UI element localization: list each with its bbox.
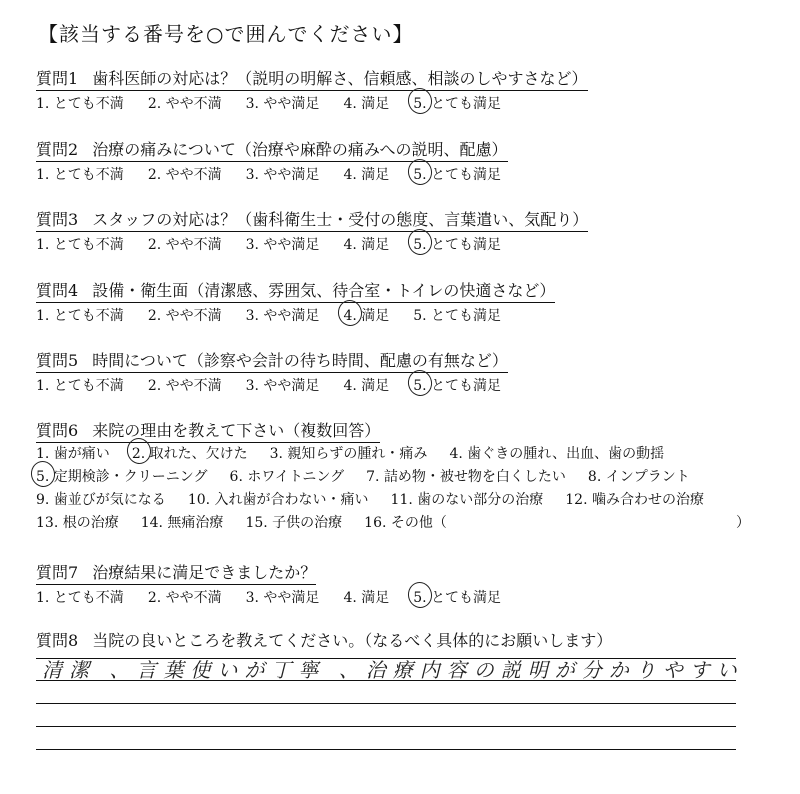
reason-16-other[interactable]: 16. その他（: [364, 515, 447, 531]
option-4-circled[interactable]: 4. 満足: [343, 305, 389, 325]
question-4-title: [36, 278, 555, 303]
question-number: 質問8: [36, 631, 79, 650]
option-5[interactable]: 5. とても満足: [413, 308, 502, 324]
question-1: [36, 66, 776, 113]
reason-12[interactable]: 12. 噛み合わせの治療: [565, 492, 704, 508]
rating-options: [36, 305, 776, 325]
option-5-circled[interactable]: 5. とても満足: [413, 234, 501, 254]
reason-3[interactable]: 3. 親知らずの腫れ・痛み: [269, 446, 428, 462]
rating-options: [36, 375, 776, 395]
reason-options-row-1: [36, 443, 776, 466]
question-7: [36, 560, 776, 607]
option-5-circled[interactable]: 5. とても満足: [413, 93, 501, 113]
option-3[interactable]: 3. やや満足: [245, 237, 320, 253]
reason-13[interactable]: 13. 根の治療: [36, 515, 119, 531]
reason-8[interactable]: 8. インプラント: [587, 469, 690, 485]
question-3: [36, 207, 776, 254]
option-2[interactable]: 2. やや不満: [147, 237, 222, 253]
answer-line: [36, 703, 736, 704]
question-5-title: [36, 348, 508, 373]
question-number: 質問5: [36, 351, 79, 370]
reason-options-row-4: [36, 512, 776, 535]
question-5: [36, 348, 776, 395]
question-8: [36, 628, 776, 652]
reason-11[interactable]: 11. 歯のない部分の治療: [390, 492, 544, 508]
question-number: 質問6: [36, 421, 79, 440]
question-7-title: [36, 560, 316, 585]
question-number: 質問1: [36, 69, 79, 88]
question-number: 質問3: [36, 210, 79, 229]
option-1[interactable]: 1. とても不満: [36, 378, 124, 394]
option-4[interactable]: 4. 満足: [343, 237, 390, 253]
option-4[interactable]: 4. 満足: [343, 378, 390, 394]
question-2-title: [36, 137, 508, 162]
question-6: [36, 418, 776, 535]
reason-14[interactable]: 14. 無痛治療: [140, 515, 224, 531]
question-6-title: [36, 418, 380, 443]
reason-9[interactable]: 9. 歯並びが気になる: [36, 492, 166, 508]
answer-line: [36, 749, 736, 750]
option-1[interactable]: 1. とても不満: [36, 237, 124, 253]
option-2[interactable]: 2. やや不満: [147, 167, 222, 183]
question-text: 治療結果に満足できましたか？: [92, 563, 317, 582]
rating-options: [36, 234, 776, 254]
option-2[interactable]: 2. やや不満: [147, 590, 222, 606]
rating-options: [36, 93, 776, 113]
question-8-title: [36, 628, 612, 652]
question-text: 当院の良いところを教えてください。（なるべく具体的にお願いします）: [92, 631, 613, 650]
question-text: スタッフの対応は？（歯科衛生士・受付の態度、言葉遣い、気配り）: [92, 210, 589, 229]
question-2: [36, 137, 776, 184]
question-number: 質問7: [36, 563, 79, 582]
other-close-paren: ）: [736, 515, 750, 531]
question-text: 設備・衛生面（清潔感、雰囲気、待合室・トイレの快適さなど）: [92, 281, 556, 300]
option-1[interactable]: 1. とても不満: [36, 308, 124, 324]
question-text: 歯科医師の対応は？（説明の明解さ、信頼感、相談のしやすさなど）: [92, 69, 588, 88]
option-3[interactable]: 3. やや満足: [245, 96, 320, 112]
option-1[interactable]: 1. とても不満: [36, 167, 124, 183]
option-1[interactable]: 1. とても不満: [36, 590, 124, 606]
reason-2-circled[interactable]: 2. 取れた、欠けた: [132, 443, 248, 466]
option-2[interactable]: 2. やや不満: [147, 96, 222, 112]
question-text: 治療の痛みについて（治療や麻酔の痛みへの説明、配慮）: [92, 140, 508, 159]
option-4[interactable]: 4. 満足: [343, 167, 390, 183]
option-3[interactable]: 3. やや満足: [245, 167, 320, 183]
option-5-circled[interactable]: 5. とても満足: [413, 375, 501, 395]
option-5-circled[interactable]: 5. とても満足: [413, 587, 501, 607]
rating-options: [36, 587, 776, 607]
question-3-title: [36, 207, 588, 232]
instruction-heading: 【該当する番号を○で囲んでください】: [38, 22, 414, 46]
question-number: 質問2: [36, 140, 79, 159]
reason-10[interactable]: 10. 入れ歯が合わない・痛い: [187, 492, 369, 508]
option-4[interactable]: 4. 満足: [343, 590, 390, 606]
rating-options: [36, 164, 776, 184]
option-2[interactable]: 2. やや不満: [147, 308, 222, 324]
reason-5-circled[interactable]: 5. 定期検診・クリーニング: [36, 466, 208, 489]
reason-15[interactable]: 15. 子供の治療: [245, 515, 343, 531]
question-text: 時間について（診察や会計の待ち時間、配慮の有無など）: [92, 351, 508, 370]
option-3[interactable]: 3. やや満足: [245, 378, 320, 394]
question-number: 質問4: [36, 281, 79, 300]
option-1[interactable]: 1. とても不満: [36, 96, 124, 112]
option-4[interactable]: 4. 満足: [343, 96, 390, 112]
option-2[interactable]: 2. やや不満: [147, 378, 222, 394]
reason-options-row-3: [36, 489, 776, 512]
question-4: [36, 278, 776, 325]
question-text: 来院の理由を教えて下さい（複数回答）: [92, 421, 381, 440]
question-1-title: [36, 66, 588, 91]
reason-6[interactable]: 6. ホワイトニング: [229, 469, 345, 485]
reason-options-row-2: [36, 466, 776, 489]
reason-7[interactable]: 7. 詰め物・被せ物を白くしたい: [366, 469, 566, 485]
reason-1[interactable]: 1. 歯が痛い: [36, 446, 110, 462]
reason-4[interactable]: 4. 歯ぐきの腫れ、出血、歯の動揺: [449, 446, 665, 462]
option-3[interactable]: 3. やや満足: [245, 308, 320, 324]
option-5-circled[interactable]: 5. とても満足: [413, 164, 501, 184]
handwritten-answer[interactable]: 清潔 、言葉使いが丁寧 、治療内容の説明が分かりやすい: [42, 658, 744, 682]
answer-line: [36, 726, 736, 727]
option-3[interactable]: 3. やや満足: [245, 590, 320, 606]
